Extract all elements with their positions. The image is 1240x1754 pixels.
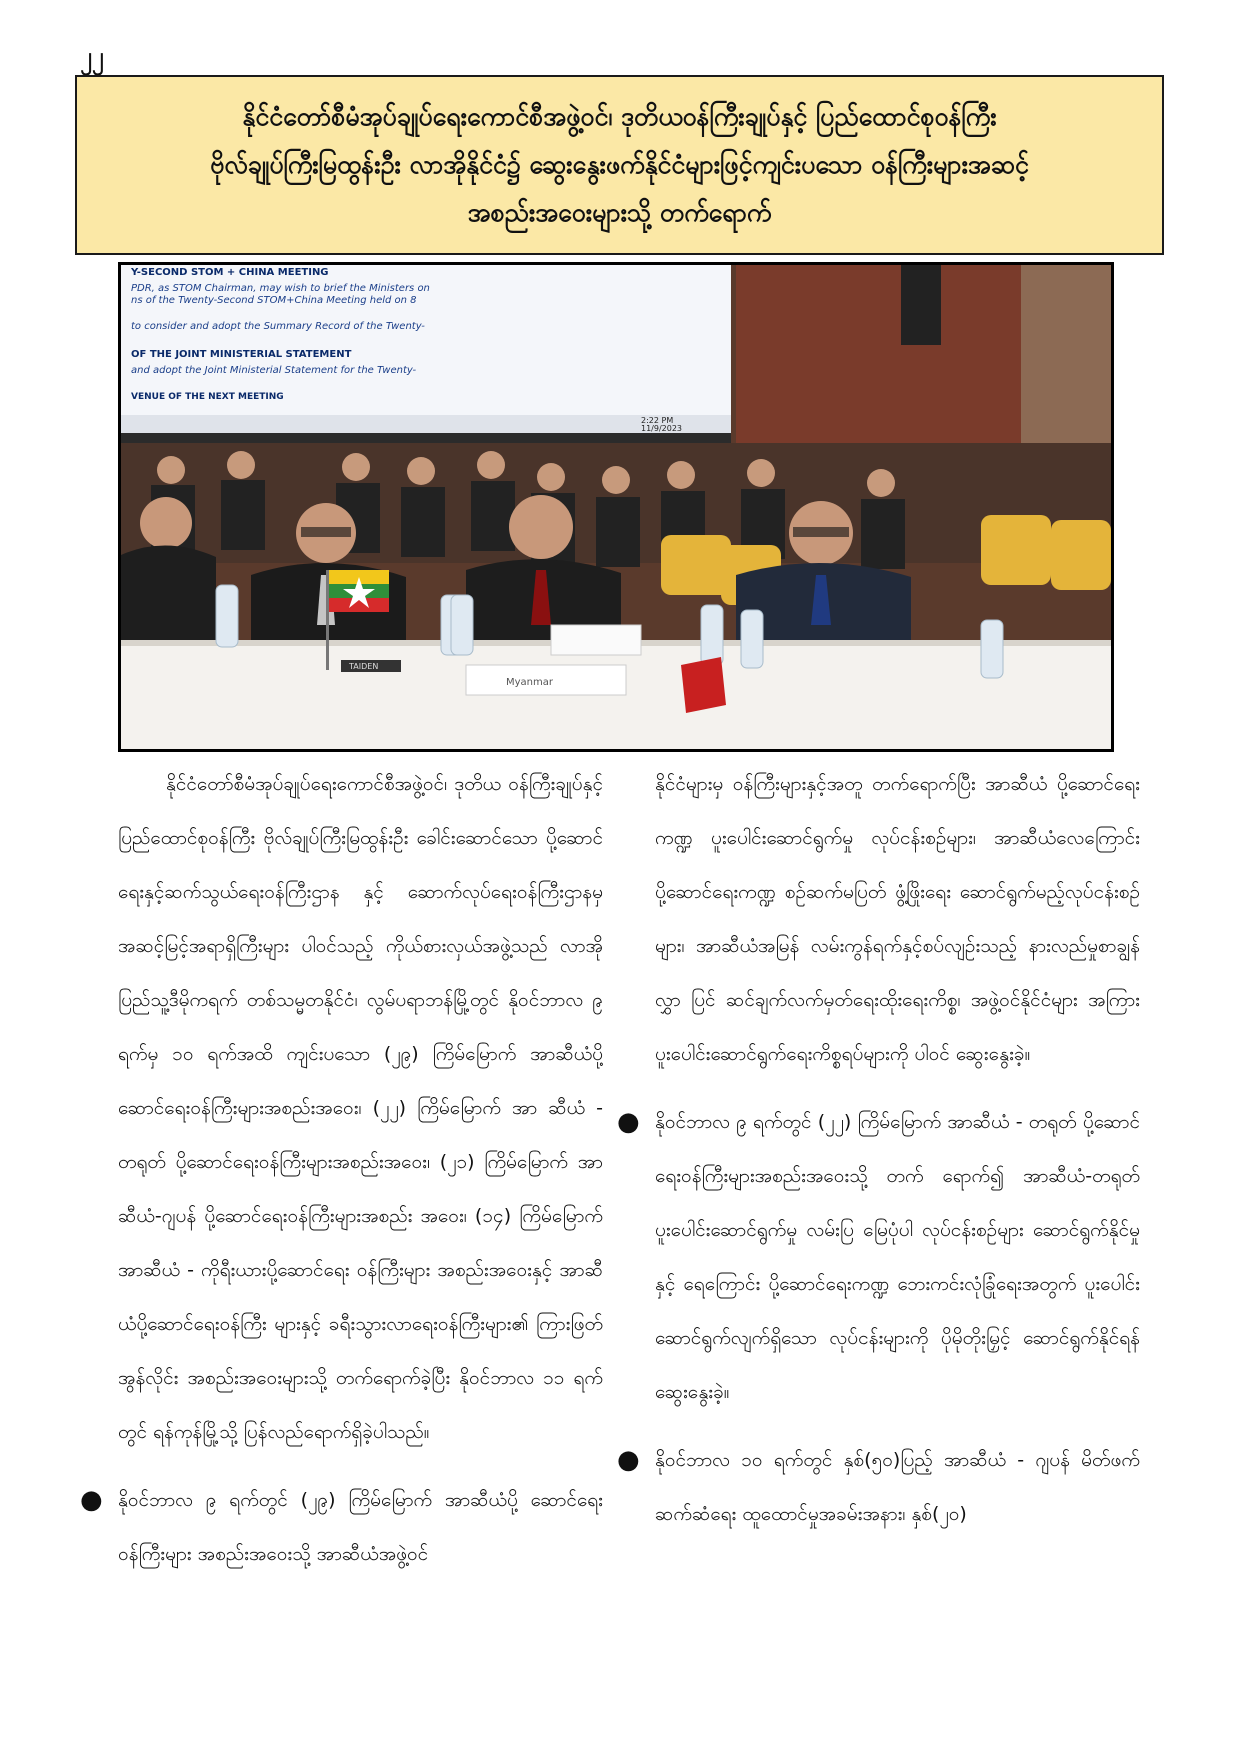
- intro-paragraph: နိုင်ငံတော်စီမံအုပ်ချုပ်ရေးကောင်စီအဖွဲ့ဝင်၊ ဒုတိယ ဝန်ကြီးချုပ်နှင့် ပြည်ထောင်စုဝန်ကြီး ဗိုလ်ချုပ်ကြီးမြထွန်းဦး ခေါင်းဆောင်သော ပို့ဆောင်ရေးနှင့်ဆက်သွယ်ရေးဝန်ကြီးဌာန နှင့် ဆောက်လုပ်ရေးဝန်ကြီးဌာနမှ အဆင့်မြင့်အရာရှိကြီးများ ပါဝင်သည့် ကိုယ်စားလှယ်အဖွဲ့သည် လာအိုပြည်သူ့ဒီမိုကရက် တစ်သမ္မတနိုင်ငံ၊ လွမ်ပရာဘန်မြို့တွင် နိုဝင်ဘာလ ၉ ရက်မှ ၁၀ ရက်အထိ ကျင်းပသော (၂၉) ကြိမ်မြောက် အာဆီယံပို့ ဆောင်ရေးဝန်ကြီးများအစည်းအဝေး၊ (၂၂) ကြိမ်မြောက် အာ ဆီယံ - တရုတ် ပို့ဆောင်ရေးဝန်ကြီးများအစည်းအဝေး၊ (၂၁) ကြိမ်မြောက် အာဆီယံ-ဂျပန် ပို့ဆောင်ရေးဝန်ကြီးများအစည်း အဝေး၊ (၁၄) ကြိမ်မြောက် အာဆီယံ - ကိုရီးယားပို့ဆောင်ရေး ဝန်ကြီးများ အစည်းအဝေးနှင့် အာဆီယံပို့ဆောင်ရေးဝန်ကြီး များနှင့် ခရီးသွားလာရေးဝန်ကြီးများ၏ ကြားဖြတ်အွန်လိုင်း အစည်းအဝေးများသို့ တက်ရောက်ခဲ့ပြီး နိုဝင်ဘာလ ၁၁ ရက် တွင် ရန်ကုန်မြို့သို့ ပြန်လည်ရောက်ရှိခဲ့ပါသည်။: [118, 773, 603, 1443]
- screen-line-1: Y-SECOND STOM + CHINA MEETING: [131, 267, 329, 278]
- screen-line-7: VENUE OF THE NEXT MEETING: [131, 392, 284, 402]
- headline-line-1: နိုင်ငံတော်စီမံအုပ်ချုပ်ရေးကောင်စီအဖွဲ့ဝင်၊ ဒုတိယဝန်ကြီးချုပ်နှင့် ပြည်ထောင်စုဝန်ကြီး: [242, 102, 997, 131]
- bullet-item-1: [80, 1473, 603, 1581]
- headline-box: [75, 75, 1164, 255]
- screen-line-4: to consider and adopt the Summary Record of the Twenty-: [131, 321, 425, 332]
- right-column: [617, 757, 1140, 1555]
- screen-clock: 2:22 PM: [641, 416, 674, 425]
- headline-line-3: အစည်းအဝေးများသို့ တက်ရောက်: [467, 198, 772, 227]
- bullet-text-2: နိုဝင်ဘာလ ၉ ရက်တွင် (၂၂) ကြိမ်မြောက် အာဆီယံ - တရုတ် ပို့ဆောင်ရေးဝန်ကြီးများအစည်းအဝေးသို့ တက် ရောက်၍ အာဆီယံ-တရုတ်ပူးပေါင်းဆောင်ရွက်မှု လမ်းပြ မြေပုံပါ လုပ်ငန်းစဉ်များ ဆောင်ရွက်နိုင်မှုနှင့် ရေကြောင်း ပို့ဆောင်ရေးကဏ္ဍ ဘေးကင်းလုံခြုံရေးအတွက် ပူးပေါင်း ဆောင်ရွက်လျက်ရှိသော လုပ်ငန်းများကို ပိုမိုတိုးမြှင့် ဆောင်ရွက်နိုင်ရန် ဆွေးနွေးခဲ့။: [655, 1111, 1140, 1403]
- bullet-icon: ●: [80, 1485, 103, 1515]
- mic-label: TAIDEN: [349, 662, 379, 671]
- bullet-icon: ●: [617, 1107, 640, 1137]
- bullet-item-3: [617, 1433, 1140, 1541]
- bullet-text-3: နိုဝင်ဘာလ ၁၀ ရက်တွင် နှစ်(၅၀)ပြည့် အာဆီယံ - ဂျပန် မိတ်ဖက်ဆက်ဆံရေး ထူထောင်မှုအခမ်းအနား၊ နှစ်(၂၀): [655, 1449, 1140, 1525]
- bullet-text-1: နိုဝင်ဘာလ ၉ ရက်တွင် (၂၉) ကြိမ်မြောက် အာဆီယံပို့ ဆောင်ရေးဝန်ကြီးများ အစည်းအဝေးသို့ အာဆီယံအဖွဲ့ဝင်: [118, 1489, 603, 1565]
- bullet-icon: ●: [617, 1445, 640, 1475]
- screen-line-3: ns of the Twenty-Second STOM+China Meeting held on 8: [131, 295, 417, 306]
- screen-line-2: PDR, as STOM Chairman, may wish to brief the Ministers on: [131, 283, 430, 294]
- left-column: [80, 757, 603, 1595]
- meeting-photo-drawing: [121, 265, 1111, 749]
- page-number: ၂၂: [80, 42, 104, 70]
- headline-line-2: ဗိုလ်ချုပ်ကြီးမြထွန်းဦး လာအိုနိုင်ငံ၌ ဆွေးနွေးဖက်နိုင်ငံများဖြင့်ကျင်းပသော ဝန်ကြီးများအဆင့်: [210, 150, 1029, 179]
- screen-line-6: and adopt the Joint Ministerial Statement for the Twenty-: [131, 365, 417, 376]
- screen-date: 11/9/2023: [641, 424, 683, 433]
- meeting-photo: [118, 262, 1114, 752]
- screen-line-5: OF THE JOINT MINISTERIAL STATEMENT: [131, 349, 352, 360]
- continuation-paragraph: နိုင်ငံများမှ ဝန်ကြီးများနှင့်အတူ တက်ရောက်ပြီး အာဆီယံ ပို့ဆောင်ရေးကဏ္ဍ ပူးပေါင်းဆောင်ရွက်မှု လုပ်ငန်းစဉ်များ၊ အာဆီယံလေကြောင်းပို့ဆောင်ရေးကဏ္ဍ စဉ်ဆက်မပြတ် ဖွံ့ဖြိုးရေး ဆောင်ရွက်မည့်လုပ်ငန်းစဉ်များ၊ အာဆီယံအမြန် လမ်းကွန်ရက်နှင့်စပ်လျဉ်းသည့် နားလည်မှုစာချွန်လွှာ ပြင် ဆင်ချက်လက်မှတ်ရေးထိုးရေးကိစ္စ၊ အဖွဲ့ဝင်နိုင်ငံများ အကြား ပူးပေါင်းဆောင်ရွက်ရေးကိစ္စရပ်များကို ပါဝင် ဆွေးနွေးခဲ့။: [655, 773, 1140, 1065]
- bullet-item-2: [617, 1095, 1140, 1419]
- name-card: Myanmar: [506, 677, 553, 688]
